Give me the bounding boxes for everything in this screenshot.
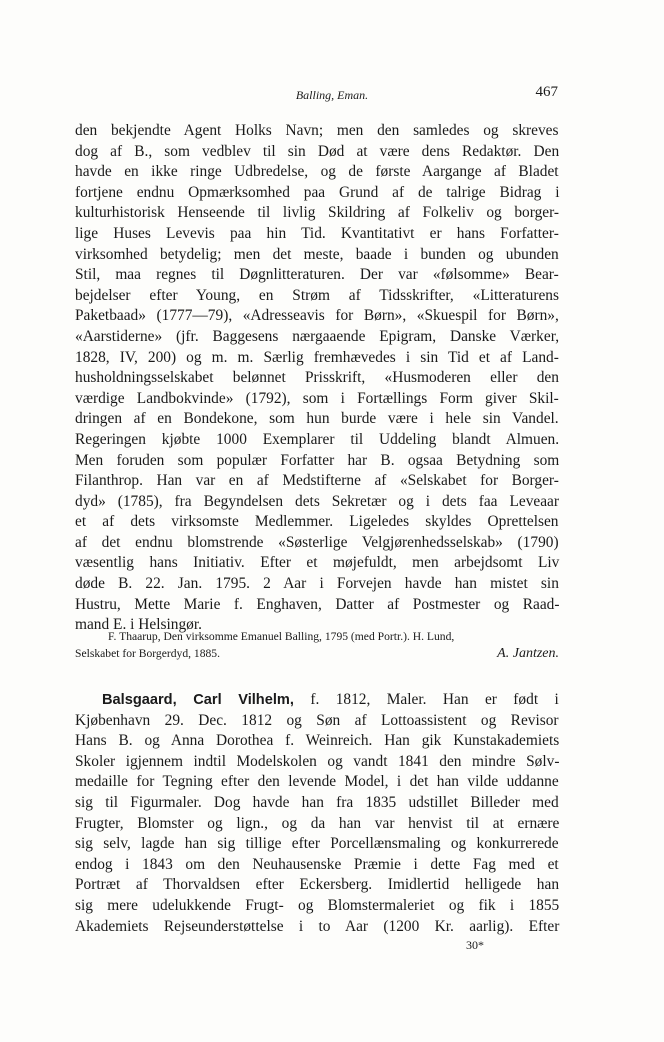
text-line: Paketbaad» (1777—79), «Adresseavis for Børn», «Skuespil for Børn», <box>75 307 559 325</box>
text-line: Regeringen kjøbte 1000 Exemplarer til Uddeling blandt Almuen. <box>75 430 560 448</box>
text-line: husholdningsselskabet belønnet Prisskrift, «Husmoderen eller den <box>75 369 559 387</box>
text-line: sig mere udelukkende Frugt- og Blomstermaleriet og fik i 1855 <box>75 896 560 914</box>
text-line: Stil, maa regnes til Døgnlitteraturen. Der var «følsomme» Bear- <box>75 266 559 284</box>
text-line: dyd» (1785), fra Begyndelsen dets Sekretær og i dets faa Leveaar <box>75 492 560 510</box>
text-line: væsentlig hans Initiativ. Efter et møjefuldt, men arbejdsomt Liv <box>75 554 560 572</box>
text-line: Filanthrop. Han var en af Medstifterne af «Selskabet for Borger- <box>75 472 559 490</box>
reference-line: F. Thaarup, Den virksomme Emanuel Balling, 1795 (med Portr.). H. Lund, <box>108 630 455 643</box>
text-line: medaille for Tegning efter den levende Model, i det han vilde uddanne <box>75 773 559 791</box>
text-line: 1828, IV, 200) og m. m. Særlig fremhævedes i sin Tid et af Land- <box>75 348 559 366</box>
text-line: af det endnu blomstrende «Søsterlige Velgjørenhedsselskab» (1790) <box>75 533 559 551</box>
text-line: Kjøbenhavn 29. Dec. 1812 og Søn af Lottoassistent og Revisor <box>75 711 559 729</box>
text-line: et af dets virksomste Medlemmer. Ligeledes skyldes Oprettelsen <box>75 513 559 531</box>
article-balling-body <box>75 121 559 636</box>
entry-headword: Balsgaard, Carl Vilhelm, <box>102 692 294 708</box>
text-line: Men foruden som populær Forfatter har B. ogsaa Betydning som <box>75 451 560 469</box>
text-line: dringen af en Bondekone, som hun burde være i hele sin Vandel. <box>75 410 559 428</box>
text-line: Skoler igjennem indtil Modelskolen og vandt 1841 den mindre Sølv- <box>75 752 560 770</box>
text-line: kulturhistorisk Henseende til livlig Skildring af Folkeliv og borger- <box>75 204 560 222</box>
running-head: Balling, Eman. <box>295 88 369 102</box>
text-line: Frugter, Blomster og lign., og da han var henvist til at ernære <box>75 814 560 832</box>
reference-line: Selskabet for Borgerdyd, 1885. <box>75 647 221 660</box>
text-line: «Aarstiderne» (jfr. Baggesens nærgaaende Epigram, Danske Værker, <box>75 327 560 345</box>
page-number: 467 <box>535 84 558 100</box>
text-line: Akademiets Rejseunderstøttelse i to Aar (1200 Kr. aarlig). Efter <box>75 917 560 935</box>
text-line: mand E. i Helsingør. <box>75 616 202 634</box>
article-balsgaard-body <box>75 690 559 937</box>
text-line <box>75 690 559 711</box>
text-line: virksomhed betydelig; men det meste, baade i bunden og ubunden <box>75 245 559 263</box>
text-line: havde en ikke ringe Udbredelse, og de første Aargange af Bladet <box>75 163 559 181</box>
text-line: Portræt af Thorvaldsen efter Eckersberg. Imidlertid helligede han <box>75 876 560 894</box>
text-line: Hustru, Mette Marie f. Enghaven, Datter af Postmester og Raad- <box>75 595 560 613</box>
text-line: sig selv, lagde han sig tillige efter Porcellænsmaling og konkurrerede <box>75 835 559 853</box>
text-line: den bekjendte Agent Holks Navn; men den samledes og skreves <box>75 122 559 139</box>
text-line-rest: f. 1812, Maler. Han er født i <box>293 691 559 708</box>
text-line: bejdelser efter Young, en Strøm af Tidsskrifter, «Litteraturens <box>75 286 559 304</box>
text-line: endog i 1843 om den Neuhausenske Præmie i dette Fag med et <box>75 855 559 873</box>
text-line: dog af B., som vedblev til sin Død at være dens Redaktør. Den <box>75 142 560 160</box>
text-line: værdige Landbokvinde» (1792), som i Fortællings Form giver Skil- <box>75 389 559 407</box>
text-line: sig til Figurmaler. Dog havde han fra 1835 udstillet Billeder med <box>75 793 559 811</box>
article-balling-references <box>75 628 559 662</box>
text-line: fortjene endnu Opmærksomhed paa Grund af de talrige Bidrag i <box>75 183 560 201</box>
printer-signature-mark: 30* <box>466 938 484 952</box>
text-line: lige Huses Levevis paa hin Tid. Kvantitativt er hans Forfatter- <box>75 224 559 242</box>
text-line: Hans B. og Anna Dorothea f. Weinreich. Han gik Kunstakademiets <box>75 732 560 750</box>
author-signature: A. Jantzen. <box>497 646 559 661</box>
text-line: døde B. 22. Jan. 1795. 2 Aar i Forvejen havde han mistet sin <box>75 575 559 593</box>
